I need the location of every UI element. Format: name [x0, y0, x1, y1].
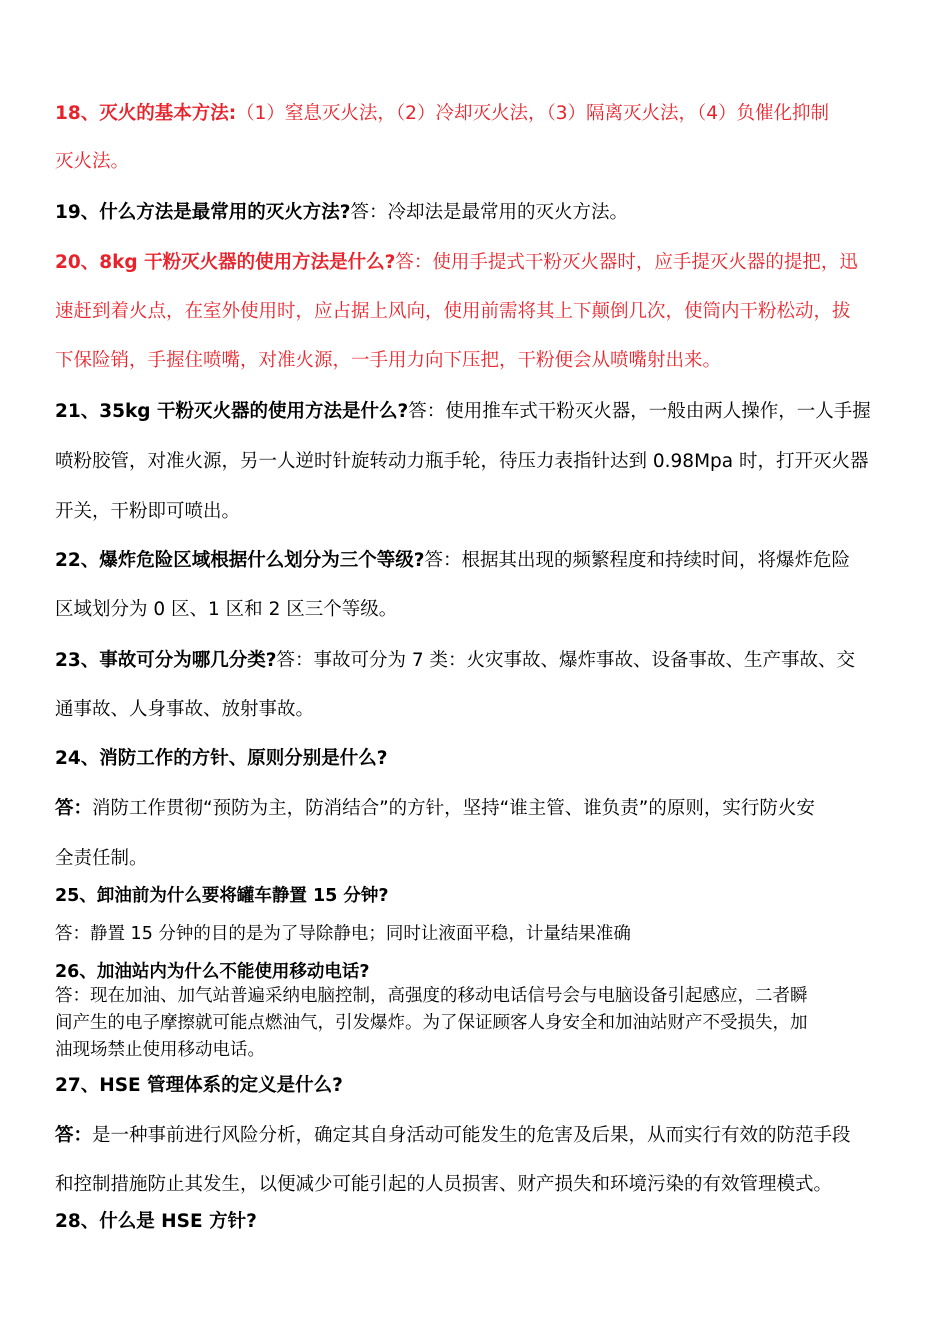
q24-line-1: [55, 746, 387, 772]
q24-answer-part-2: 全责任制。: [55, 848, 148, 869]
q22-line-2: [55, 597, 397, 623]
q18-question: 18、灭火的基本方法:: [55, 103, 237, 124]
q27-answer-part-1: 是一种事前进行风险分析，确定其自身活动可能发生的危害及后果，从而实行有效的防范手段: [92, 1125, 851, 1146]
q28-question: 28、什么是 HSE 方针?: [55, 1211, 257, 1232]
q24-line-3: [55, 846, 148, 872]
q18-line-1: [55, 101, 829, 127]
q19-answer: 答：冷却法是最常用的灭火方法。: [350, 202, 628, 223]
q21-answer-part-2: 喷粉胶管，对准火源，另一人逆时针旋转动力瓶手轮，待压力表指针达到 0.98Mpa 时，打开灭火器: [55, 451, 869, 472]
q23-answer-part-1: 答：事故可分为 7 类：火灾事故、爆炸事故、设备事故、生产事故、交: [276, 650, 856, 671]
q26-answer-part-2: 间产生的电子摩擦就可能点燃油气，引发爆炸。为了保证顾客人身安全和加油站财产不受损失，加: [55, 1013, 808, 1033]
q26-line-1: [55, 959, 370, 985]
q24-answer-label: 答：: [55, 798, 93, 819]
q18-answer-part-1: （1）窒息灭火法，（2）冷却灭火法，（3）隔离灭火法，（4）负催化抑制: [236, 103, 829, 124]
q26-question: 26、加油站内为什么不能使用移动电话?: [55, 962, 370, 982]
q27-answer-label: 答：: [55, 1125, 93, 1146]
q20-answer-part-2: 速赶到着火点，在室外使用时，应占据上风向，使用前需将其上下颠倒几次，使筒内干粉松动，拔: [55, 301, 851, 322]
q26-line-3: [55, 1010, 808, 1036]
q20-line-3: [55, 348, 721, 374]
q21-line-1: [55, 399, 871, 425]
q24-line-2: [55, 796, 815, 822]
q19-line-1: [55, 200, 628, 226]
q25-answer: 答：静置 15 分钟的目的是为了导除静电；同时让液面平稳，计量结果准确: [55, 924, 631, 944]
q21-answer-part-1: 答：使用推车式干粉灭火器，一般由两人操作，一人手握: [408, 401, 871, 422]
q20-line-2: [55, 299, 851, 325]
q27-answer-part-2: 和控制措施防止其发生，以便减少可能引起的人员损害、财产损失和环境污染的有效管理模式。: [55, 1174, 833, 1195]
q18-line-2: [55, 149, 129, 175]
q28-line-1: [55, 1209, 257, 1235]
q22-line-1: [55, 548, 850, 574]
q23-answer-part-2: 通事故、人身事故、放射事故。: [55, 699, 315, 720]
q22-question: 22、爆炸危险区域根据什么划分为三个等级?: [55, 550, 425, 571]
q20-answer-part-1: 答：使用手提式干粉灭火器时，应手提灭火器的提把，迅: [395, 252, 858, 273]
q27-line-2: [55, 1123, 851, 1149]
q26-answer-part-1: 答：现在加油、加气站普遍采纳电脑控制，高强度的移动电话信号会与电脑设备引起感应，二者瞬: [55, 986, 808, 1006]
q20-question: 20、8kg 干粉灭火器的使用方法是什么?: [55, 252, 396, 273]
q21-line-3: [55, 499, 240, 525]
q27-question: 27、HSE 管理体系的定义是什么?: [55, 1075, 343, 1096]
q26-answer-part-3: 油现场禁止使用移动电话。: [55, 1040, 265, 1060]
q23-line-2: [55, 697, 314, 723]
q20-answer-part-3: 下保险销，手握住喷嘴，对准火源，一手用力向下压把，干粉便会从喷嘴射出来。: [55, 350, 722, 371]
q27-line-1: [55, 1073, 343, 1099]
q19-question: 19、什么方法是最常用的灭火方法?: [55, 202, 351, 223]
q22-answer-part-1: 答：根据其出现的频繁程度和持续时间，将爆炸危险: [424, 550, 850, 571]
q21-question: 21、35kg 干粉灭火器的使用方法是什么?: [55, 401, 409, 422]
q23-question: 23、事故可分为哪几分类?: [55, 650, 277, 671]
q21-line-2: [55, 449, 869, 475]
q20-line-1: [55, 250, 858, 276]
q25-line-2: [55, 921, 631, 947]
q22-answer-part-2: 区域划分为 0 区、1 区和 2 区三个等级。: [55, 599, 398, 620]
q23-line-1: [55, 648, 855, 674]
q25-question: 25、卸油前为什么要将罐车静置 15 分钟?: [55, 886, 389, 906]
q24-question: 24、消防工作的方针、原则分别是什么?: [55, 748, 388, 769]
q24-answer-part-1: 消防工作贯彻“预防为主，防消结合”的方针，坚持“谁主管、谁负责”的原则，实行防火安: [92, 798, 815, 819]
q21-answer-part-3: 开关，干粉即可喷出。: [55, 501, 241, 522]
q27-line-3: [55, 1172, 832, 1198]
q26-line-4: [55, 1037, 265, 1063]
q25-line-1: [55, 883, 389, 909]
q18-answer-part-2: 灭火法。: [55, 151, 130, 172]
q26-line-2: [55, 983, 808, 1009]
